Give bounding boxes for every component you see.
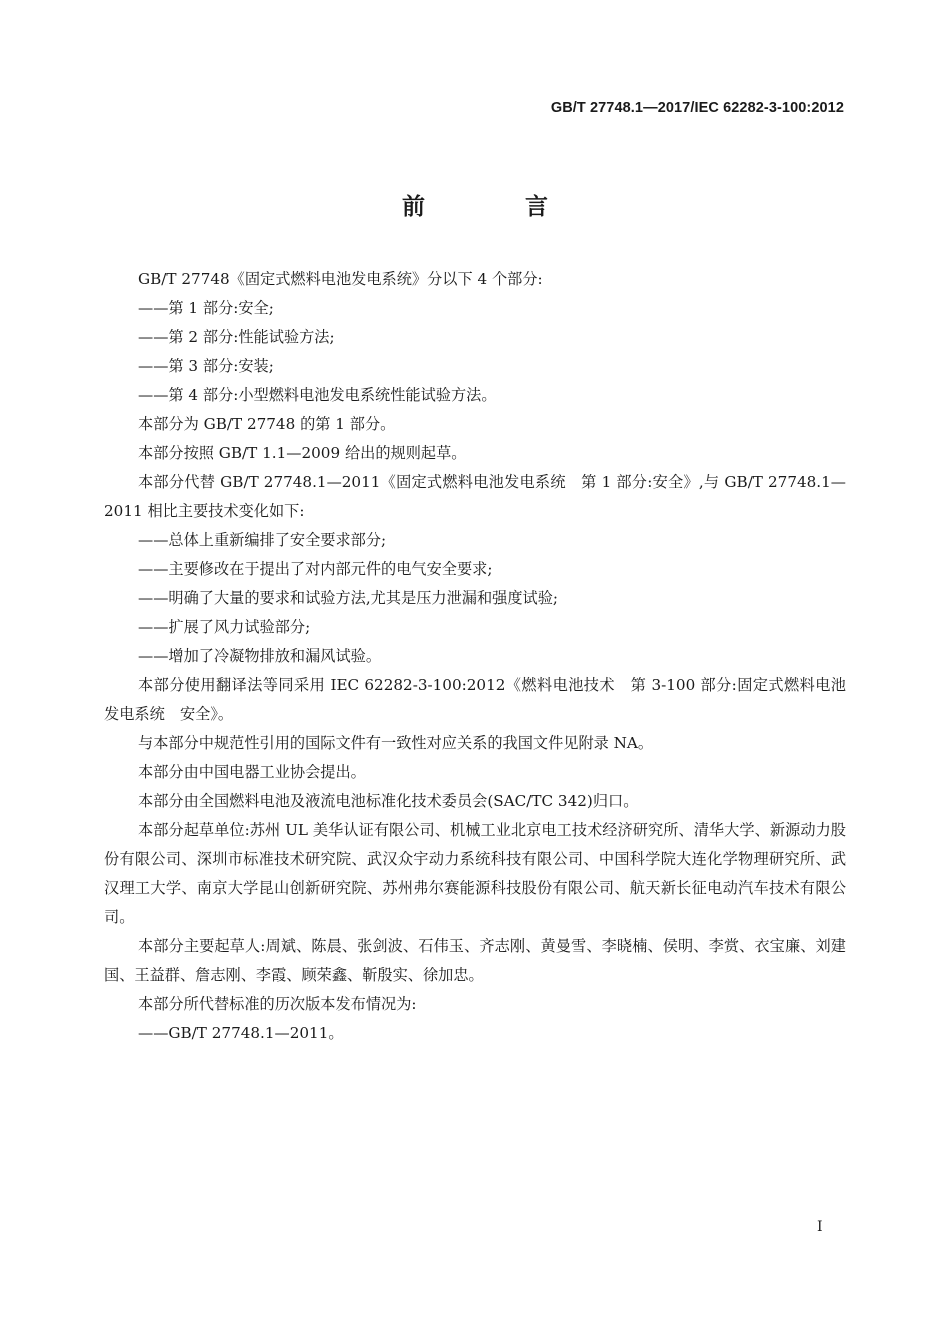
- list-item: ——第 1 部分:安全;: [138, 299, 274, 317]
- list-item: ——明确了大量的要求和试验方法,尤其是压力泄漏和强度试验;: [138, 589, 559, 607]
- list-item: ——主要修改在于提出了对内部元件的电气安全要求;: [138, 560, 493, 578]
- paragraph: 本部分由全国燃料电池及液流电池标准化技术委员会(SAC/TC 342)归口。: [138, 792, 639, 810]
- paragraph: GB/T 27748《固定式燃料电池发电系统》分以下 4 个部分:: [138, 270, 543, 288]
- paragraph: 与本部分中规范性引用的国际文件有一致性对应关系的我国文件见附录 NA。: [138, 734, 654, 752]
- list-item: ——增加了冷凝物排放和漏风试验。: [138, 647, 381, 665]
- list-item: ——第 2 部分:性能试验方法;: [138, 328, 335, 346]
- paragraph: 本部分按照 GB/T 1.1—2009 给出的规则起草。: [138, 444, 467, 462]
- standard-number-header: GB/T 27748.1—2017/IEC 62282-3-100:2012: [550, 100, 844, 116]
- list-item: ——扩展了风力试验部分;: [138, 618, 311, 636]
- paragraph: 本部分所代替标准的历次版本发布情况为:: [138, 995, 417, 1013]
- list-item: ——总体上重新编排了安全要求部分;: [138, 531, 387, 549]
- paragraph: 本部分使用翻译法等同采用 IEC 62282-3-100:2012《燃料电池技术 第 3-100 部分:固定式燃料电池发电系统 安全》。: [104, 676, 846, 723]
- paragraph: 本部分为 GB/T 27748 的第 1 部分。: [138, 415, 396, 433]
- paragraph: 本部分起草单位:苏州 UL 美华认证有限公司、机械工业北京电工技术经济研究所、清华大学、新源动力股份有限公司、深圳市标准技术研究院、武汉众宇动力系统科技有限公司、中国科学院大连化学物理研究所、武汉理工大学、南京大学昆山创新研究院、苏州弗尔赛能源科技股份有限公司、航天新长征电动汽车技术有限公司。: [104, 821, 846, 926]
- paragraph: 本部分主要起草人:周斌、陈晨、张剑波、石伟玉、齐志刚、黄曼雪、李晓楠、侯明、李赏、衣宝廉、刘建国、王益群、詹志刚、李霞、顾荣鑫、靳殷实、徐加忠。: [104, 937, 846, 984]
- paragraph: 本部分代替 GB/T 27748.1—2011《固定式燃料电池发电系统 第 1 部分:安全》,与 GB/T 27748.1—2011 相比主要技术变化如下:: [104, 473, 846, 520]
- list-item: ——第 4 部分:小型燃料电池发电系统性能试验方法。: [138, 386, 497, 404]
- list-item: ——GB/T 27748.1—2011。: [138, 1024, 344, 1042]
- list-item: ——第 3 部分:安装;: [138, 357, 274, 375]
- page-title: 前 言: [401, 194, 594, 220]
- paragraph: 本部分由中国电器工业协会提出。: [138, 763, 366, 781]
- document-body: [104, 265, 846, 1048]
- page-number: I: [817, 1219, 823, 1235]
